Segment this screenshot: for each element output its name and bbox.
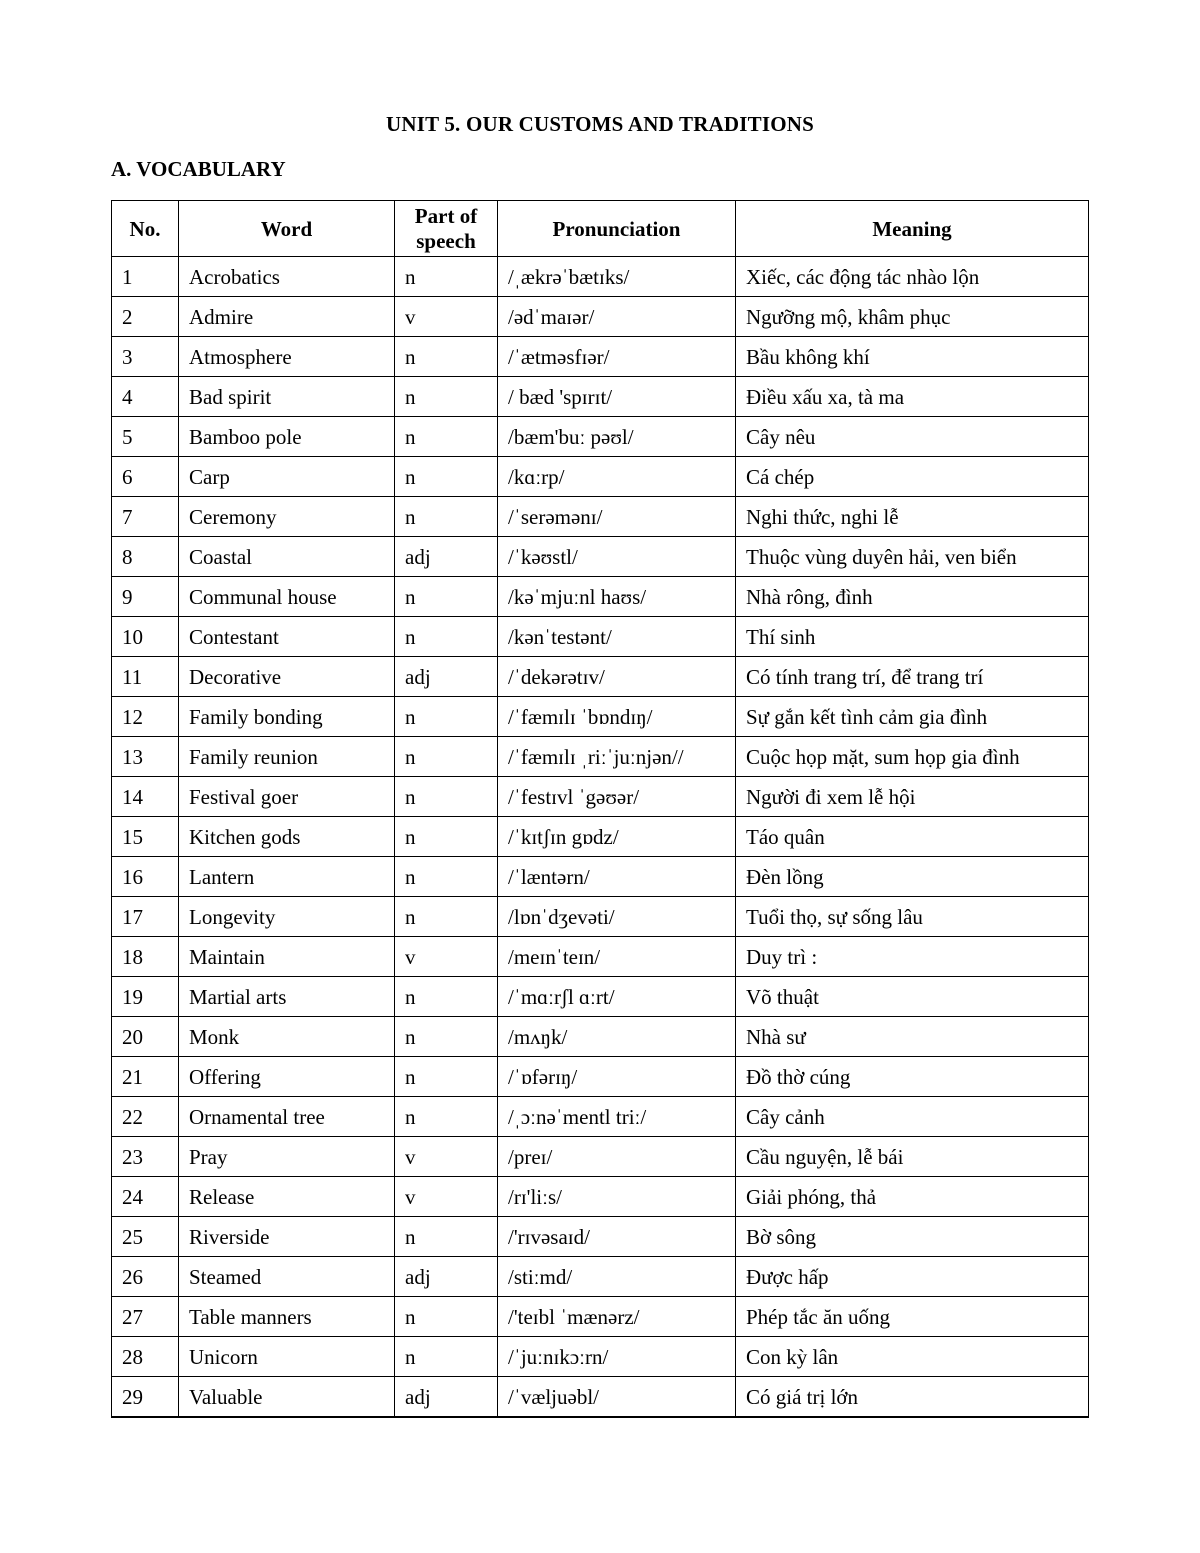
cell-pronunciation: /ˈlæntərn/ <box>498 857 736 897</box>
table-row <box>112 297 1089 337</box>
cell-part-of-speech: n <box>395 817 498 857</box>
cell-part-of-speech: adj <box>395 1377 498 1418</box>
cell-meaning: Duy trì : <box>736 937 1089 977</box>
cell-meaning: Đèn lồng <box>736 857 1089 897</box>
cell-pronunciation: /bæm'buː pəʊl/ <box>498 417 736 457</box>
cell-pronunciation: /ˈserəmənɪ/ <box>498 497 736 537</box>
table-row <box>112 257 1089 297</box>
cell-no: 22 <box>112 1097 179 1137</box>
cell-no: 26 <box>112 1257 179 1297</box>
cell-part-of-speech: n <box>395 977 498 1017</box>
cell-meaning: Nhà sư <box>736 1017 1089 1057</box>
table-row <box>112 537 1089 577</box>
cell-pronunciation: /kəˈmjuːnl haʊs/ <box>498 577 736 617</box>
cell-part-of-speech: n <box>395 737 498 777</box>
cell-part-of-speech: n <box>395 777 498 817</box>
cell-word: Communal house <box>179 577 395 617</box>
header-meaning: Meaning <box>736 201 1089 257</box>
cell-pronunciation: /ˈɒfərɪŋ/ <box>498 1057 736 1097</box>
cell-no: 11 <box>112 657 179 697</box>
cell-pronunciation: /stiːmd/ <box>498 1257 736 1297</box>
cell-meaning: Có tính trang trí, để trang trí <box>736 657 1089 697</box>
cell-part-of-speech: n <box>395 697 498 737</box>
table-row <box>112 577 1089 617</box>
cell-word: Contestant <box>179 617 395 657</box>
table-row <box>112 897 1089 937</box>
cell-word: Acrobatics <box>179 257 395 297</box>
cell-no: 19 <box>112 977 179 1017</box>
cell-part-of-speech: n <box>395 1057 498 1097</box>
cell-word: Coastal <box>179 537 395 577</box>
table-row <box>112 1337 1089 1377</box>
table-row <box>112 777 1089 817</box>
cell-pronunciation: /ˌɔːnəˈmentl triː/ <box>498 1097 736 1137</box>
table-row <box>112 497 1089 537</box>
cell-no: 16 <box>112 857 179 897</box>
table-row <box>112 657 1089 697</box>
cell-no: 5 <box>112 417 179 457</box>
cell-word: Steamed <box>179 1257 395 1297</box>
cell-pronunciation: /ˈkəʊstl/ <box>498 537 736 577</box>
cell-word: Kitchen gods <box>179 817 395 857</box>
header-word: Word <box>179 201 395 257</box>
cell-word: Bamboo pole <box>179 417 395 457</box>
table-row <box>112 457 1089 497</box>
cell-word: Riverside <box>179 1217 395 1257</box>
table-row <box>112 737 1089 777</box>
cell-no: 9 <box>112 577 179 617</box>
cell-pronunciation: /ˈfæmɪlɪ ˌriːˈjuːnjən// <box>498 737 736 777</box>
vocabulary-table <box>111 200 1089 1418</box>
cell-meaning: Con kỳ lân <box>736 1337 1089 1377</box>
header-no: No. <box>112 201 179 257</box>
cell-meaning: Được hấp <box>736 1257 1089 1297</box>
cell-no: 21 <box>112 1057 179 1097</box>
cell-part-of-speech: v <box>395 1137 498 1177</box>
table-row <box>112 1177 1089 1217</box>
cell-part-of-speech: n <box>395 857 498 897</box>
table-header-row <box>112 201 1089 257</box>
cell-meaning: Táo quân <box>736 817 1089 857</box>
cell-meaning: Ngưỡng mộ, khâm phục <box>736 297 1089 337</box>
cell-no: 10 <box>112 617 179 657</box>
cell-no: 6 <box>112 457 179 497</box>
cell-word: Table manners <box>179 1297 395 1337</box>
cell-pronunciation: /ˈvæljuəbl/ <box>498 1377 736 1418</box>
cell-no: 4 <box>112 377 179 417</box>
cell-pronunciation: /mʌŋk/ <box>498 1017 736 1057</box>
cell-meaning: Đồ thờ cúng <box>736 1057 1089 1097</box>
cell-no: 28 <box>112 1337 179 1377</box>
cell-word: Lantern <box>179 857 395 897</box>
cell-part-of-speech: n <box>395 1337 498 1377</box>
cell-meaning: Nghi thức, nghi lễ <box>736 497 1089 537</box>
cell-no: 24 <box>112 1177 179 1217</box>
cell-part-of-speech: v <box>395 1177 498 1217</box>
cell-meaning: Phép tắc ăn uống <box>736 1297 1089 1337</box>
cell-pronunciation: /ədˈmaɪər/ <box>498 297 736 337</box>
header-pronunciation: Pronunciation <box>498 201 736 257</box>
cell-meaning: Cuộc họp mặt, sum họp gia đình <box>736 737 1089 777</box>
table-row <box>112 1257 1089 1297</box>
cell-pronunciation: /ˈkɪtʃɪn gɒdz/ <box>498 817 736 857</box>
cell-pronunciation: /ˈfestɪvl ˈgəʊər/ <box>498 777 736 817</box>
cell-part-of-speech: adj <box>395 657 498 697</box>
cell-word: Atmosphere <box>179 337 395 377</box>
cell-meaning: Cá chép <box>736 457 1089 497</box>
table-row <box>112 1217 1089 1257</box>
cell-meaning: Cầu nguyện, lễ bái <box>736 1137 1089 1177</box>
cell-meaning: Sự gắn kết tình cảm gia đình <box>736 697 1089 737</box>
cell-meaning: Võ thuật <box>736 977 1089 1017</box>
header-part-of-speech: Part of speech <box>395 201 498 257</box>
table-row <box>112 697 1089 737</box>
cell-meaning: Điều xấu xa, tà ma <box>736 377 1089 417</box>
cell-word: Offering <box>179 1057 395 1097</box>
table-row <box>112 377 1089 417</box>
cell-pronunciation: /meɪnˈteɪn/ <box>498 937 736 977</box>
table-row <box>112 817 1089 857</box>
cell-pronunciation: /kɑːrp/ <box>498 457 736 497</box>
cell-no: 29 <box>112 1377 179 1418</box>
cell-pronunciation: /'teɪbl ˈmænərz/ <box>498 1297 736 1337</box>
cell-pronunciation: /preɪ/ <box>498 1137 736 1177</box>
cell-no: 12 <box>112 697 179 737</box>
cell-word: Admire <box>179 297 395 337</box>
page-title: UNIT 5. OUR CUSTOMS AND TRADITIONS <box>385 112 815 136</box>
cell-meaning: Bầu không khí <box>736 337 1089 377</box>
cell-word: Bad spirit <box>179 377 395 417</box>
cell-word: Pray <box>179 1137 395 1177</box>
table-row <box>112 857 1089 897</box>
cell-no: 2 <box>112 297 179 337</box>
cell-part-of-speech: n <box>395 1097 498 1137</box>
cell-no: 8 <box>112 537 179 577</box>
table-row <box>112 1377 1089 1418</box>
cell-no: 7 <box>112 497 179 537</box>
cell-no: 13 <box>112 737 179 777</box>
cell-part-of-speech: n <box>395 417 498 457</box>
cell-pronunciation: /ˈætməsfɪər/ <box>498 337 736 377</box>
cell-part-of-speech: n <box>395 1297 498 1337</box>
cell-pronunciation: /kənˈtestənt/ <box>498 617 736 657</box>
cell-meaning: Nhà rông, đình <box>736 577 1089 617</box>
cell-part-of-speech: n <box>395 617 498 657</box>
table-row <box>112 937 1089 977</box>
cell-pronunciation: /rɪ'liːs/ <box>498 1177 736 1217</box>
cell-meaning: Thí sinh <box>736 617 1089 657</box>
cell-meaning: Tuổi thọ, sự sống lâu <box>736 897 1089 937</box>
cell-no: 15 <box>112 817 179 857</box>
cell-pronunciation: /ˈjuːnɪkɔːrn/ <box>498 1337 736 1377</box>
table-row <box>112 1057 1089 1097</box>
cell-meaning: Cây nêu <box>736 417 1089 457</box>
cell-pronunciation: /lɒnˈdʒevəti/ <box>498 897 736 937</box>
cell-part-of-speech: v <box>395 297 498 337</box>
table-row <box>112 1097 1089 1137</box>
cell-pronunciation: /ˈfæmɪlɪ ˈbɒndɪŋ/ <box>498 697 736 737</box>
cell-pronunciation: /'rɪvəsaɪd/ <box>498 1217 736 1257</box>
cell-pronunciation: / bæd 'spɪrɪt/ <box>498 377 736 417</box>
cell-no: 3 <box>112 337 179 377</box>
cell-part-of-speech: adj <box>395 1257 498 1297</box>
cell-word: Martial arts <box>179 977 395 1017</box>
cell-part-of-speech: n <box>395 1017 498 1057</box>
table-row <box>112 417 1089 457</box>
cell-no: 14 <box>112 777 179 817</box>
cell-part-of-speech: v <box>395 937 498 977</box>
cell-no: 17 <box>112 897 179 937</box>
cell-meaning: Cây cảnh <box>736 1097 1089 1137</box>
cell-word: Monk <box>179 1017 395 1057</box>
cell-pronunciation: /ˌækrəˈbætɪks/ <box>498 257 736 297</box>
cell-meaning: Giải phóng, thả <box>736 1177 1089 1217</box>
cell-part-of-speech: n <box>395 377 498 417</box>
table-row <box>112 1137 1089 1177</box>
cell-word: Ceremony <box>179 497 395 537</box>
cell-pronunciation: /ˈmɑːrʃl ɑːrt/ <box>498 977 736 1017</box>
table-row <box>112 617 1089 657</box>
cell-meaning: Thuộc vùng duyên hải, ven biển <box>736 537 1089 577</box>
cell-word: Family bonding <box>179 697 395 737</box>
cell-word: Unicorn <box>179 1337 395 1377</box>
cell-word: Release <box>179 1177 395 1217</box>
cell-word: Ornamental tree <box>179 1097 395 1137</box>
cell-no: 25 <box>112 1217 179 1257</box>
cell-pronunciation: /ˈdekərətɪv/ <box>498 657 736 697</box>
cell-no: 23 <box>112 1137 179 1177</box>
cell-meaning: Bờ sông <box>736 1217 1089 1257</box>
cell-word: Decorative <box>179 657 395 697</box>
cell-part-of-speech: n <box>395 577 498 617</box>
cell-part-of-speech: n <box>395 457 498 497</box>
table-row <box>112 1017 1089 1057</box>
table-row <box>112 337 1089 377</box>
cell-word: Maintain <box>179 937 395 977</box>
cell-word: Festival goer <box>179 777 395 817</box>
cell-part-of-speech: n <box>395 257 498 297</box>
cell-no: 27 <box>112 1297 179 1337</box>
table-row <box>112 977 1089 1017</box>
cell-meaning: Xiếc, các động tác nhào lộn <box>736 257 1089 297</box>
cell-no: 18 <box>112 937 179 977</box>
cell-part-of-speech: adj <box>395 537 498 577</box>
section-heading: A. VOCABULARY <box>111 157 286 181</box>
table-row <box>112 1297 1089 1337</box>
cell-no: 20 <box>112 1017 179 1057</box>
cell-word: Valuable <box>179 1377 395 1418</box>
cell-part-of-speech: n <box>395 497 498 537</box>
vocabulary-rows <box>112 257 1089 1418</box>
cell-meaning: Có giá trị lớn <box>736 1377 1089 1418</box>
cell-word: Carp <box>179 457 395 497</box>
cell-no: 1 <box>112 257 179 297</box>
cell-part-of-speech: n <box>395 1217 498 1257</box>
cell-part-of-speech: n <box>395 897 498 937</box>
cell-word: Longevity <box>179 897 395 937</box>
cell-word: Family reunion <box>179 737 395 777</box>
cell-part-of-speech: n <box>395 337 498 377</box>
cell-meaning: Người đi xem lễ hội <box>736 777 1089 817</box>
